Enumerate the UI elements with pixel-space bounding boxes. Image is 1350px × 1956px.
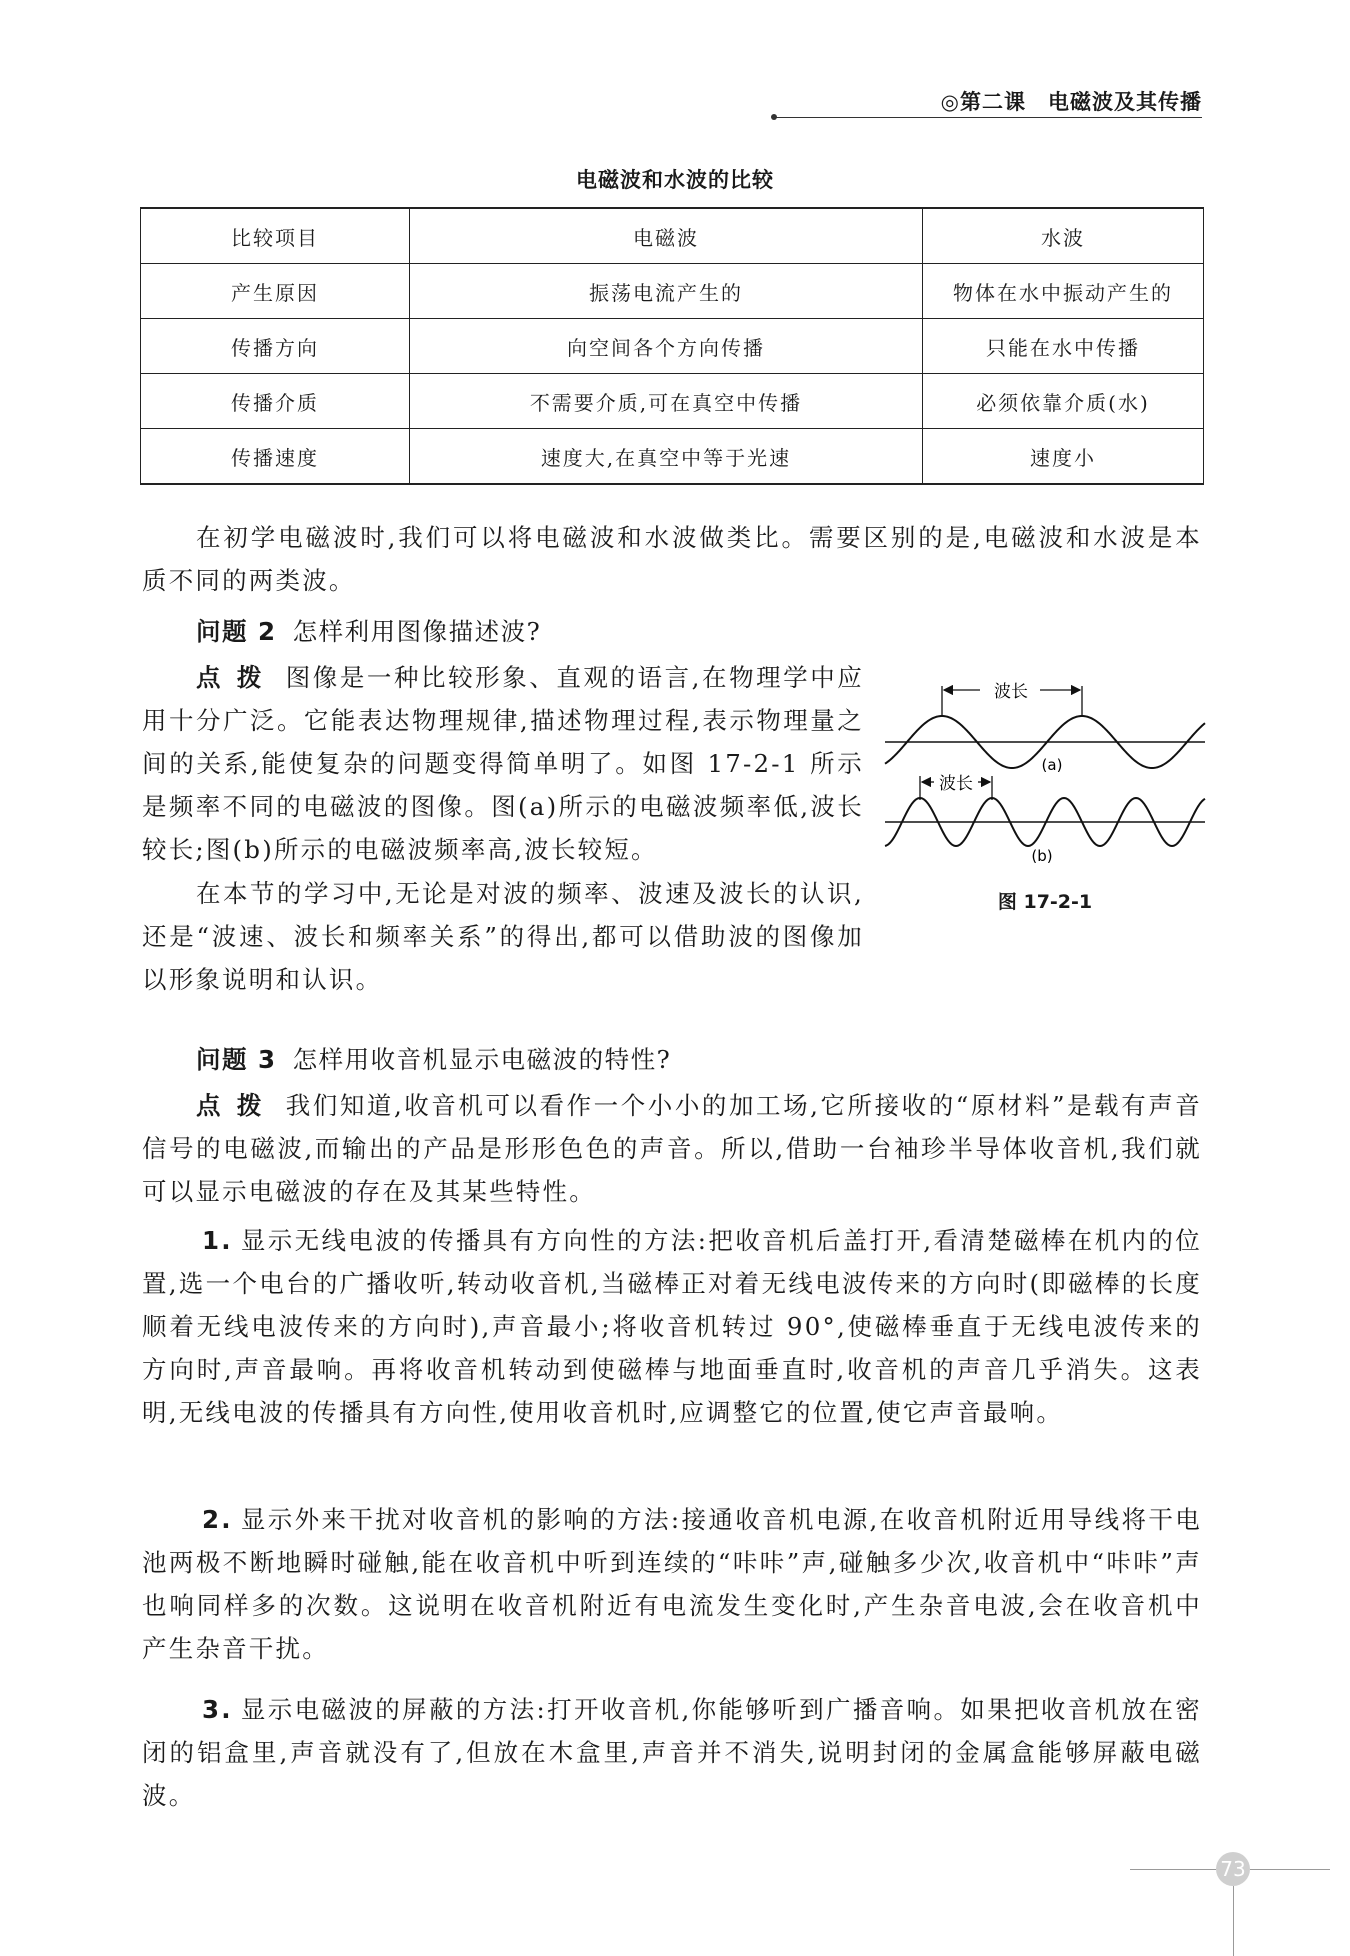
table-row [141,429,1204,485]
wavelength-label-a: 波长 [994,682,1028,702]
wave-b [885,774,1205,865]
intro-paragraph: 在初学电磁波时,我们可以将电磁波和水波做类比。需要区别的是,电磁波和水波是本质不同的两类波。 [142,523,1202,595]
table-cell: 振荡电流产生的 [410,264,923,319]
method-2 [142,1498,1202,1670]
question-3-heading [196,1041,671,1076]
method-1-number: 1. [202,1226,233,1255]
question-3-tip-text: 我们知道,收音机可以看作一个小小的加工场,它所接收的“原材料”是载有声音信号的电磁波,而输出的产品是形形色色的声音。所以,借助一台袖珍半导体收音机,我们就可以显示电磁波的存在及其某些特性。 [142,1091,1203,1206]
question-2-extra: 在本节的学习中,无论是对波的频率、波速及波长的认识,还是“波速、波长和频率关系”的得出,都可以借助波的图像加以形象说明和认识。 [142,879,864,994]
method-3-text: 显示电磁波的屏蔽的方法:打开收音机,你能够听到广播音响。如果把收音机放在密闭的铝盒里,声音就没有了,但放在木盒里,声音并不消失,说明封闭的金属盒能够屏蔽电磁波。 [142,1695,1202,1810]
method-1-text: 显示无线电波的传播具有方向性的方法:把收音机后盖打开,看清楚磁棒在机内的位置,选一个电台的广播收听,转动收音机,当磁棒正对着无线电波传来的方向时(即磁棒的长度顺着无线电波传来的方向时),声音最小;将收音机转过 90°,使磁棒垂直于无线电波传来的方向时,声音最响。再将收音机转动到使磁棒与地面垂直时,收音机的声音几乎消失。这表明,无线电波的传播具有方向性,使用收音机时,应调整它的位置,使它声音最响。 [142,1226,1202,1427]
table-cell: 向空间各个方向传播 [410,319,923,374]
method-2-text: 显示外来干扰对收音机的影响的方法:接通收音机电源,在收音机附近用导线将干电池两极不断地瞬时碰触,能在收音机中听到连续的“咔咔”声,碰触多少次,收音机中“咔咔”声也响同样多的次数。这说明在收音机附近有电流发生变化时,产生杂音电波,会在收音机中产生杂音干扰。 [142,1505,1202,1663]
question-2-heading [196,613,541,648]
wave-diagram [880,672,1210,882]
question-3-label: 问题 3 [196,1045,277,1074]
method-2-number: 2. [202,1505,233,1534]
table-cell: 速度大,在真空中等于光速 [410,429,923,485]
header-rule [775,117,1202,118]
figure-17-2-1 [880,672,1210,922]
header-rule-dot [771,114,777,120]
footer-rule [1233,1886,1234,1956]
table-cell: 速度小 [923,429,1204,485]
question-2-text: 怎样利用图像描述波? [292,617,542,646]
table-header-row [141,208,1204,264]
question-2-label: 问题 2 [196,617,277,646]
question-3-tip [142,1084,1202,1213]
wavelength-label-b: 波长 [939,774,973,794]
question-3-text: 怎样用收音机显示电磁波的特性? [292,1045,672,1074]
footer-rule [1130,1869,1216,1870]
running-header: ◎第二课 电磁波及其传播 [940,90,1202,114]
table-cell: 传播速度 [141,429,410,485]
table-row [141,319,1204,374]
table-header-cell: 水波 [923,208,1204,264]
table-row [141,264,1204,319]
question-2-tip [142,656,864,871]
table-cell: 传播介质 [141,374,410,429]
comparison-table [140,207,1204,485]
table-cell: 只能在水中传播 [923,319,1204,374]
table-cell: 不需要介质,可在真空中传播 [410,374,923,429]
method-3 [142,1688,1202,1817]
question-2-tip-text: 图像是一种比较形象、直观的语言,在物理学中应用十分广泛。它能表达物理规律,描述物理过程,表示物理量之间的关系,能使复杂的问题变得简单明了。如图 17-2-1 所示是频率不同的电磁波的图像。图(a)所示的电磁波频率低,波长较长;图(b)所示的电磁波频率高,波长较短。 [142,663,865,864]
table-cell: 物体在水中振动产生的 [923,264,1204,319]
table-row [141,374,1204,429]
method-3-number: 3. [202,1695,233,1724]
table-cell: 传播方向 [141,319,410,374]
method-1 [142,1219,1202,1434]
wave-a [885,682,1205,774]
table-title: 电磁波和水波的比较 [576,168,774,192]
page-number: 73 [1216,1852,1250,1886]
tip-label: 点拨 [196,663,278,692]
table-header-cell: 比较项目 [141,208,410,264]
table-header-cell: 电磁波 [410,208,923,264]
label-b: (b) [1031,847,1053,865]
table-cell: 产生原因 [141,264,410,319]
tip-label: 点拨 [196,1091,278,1120]
label-a: (a) [1041,756,1063,774]
figure-caption: 图 17-2-1 [997,891,1093,913]
table-cell: 必须依靠介质(水) [923,374,1204,429]
footer-rule [1250,1869,1330,1870]
